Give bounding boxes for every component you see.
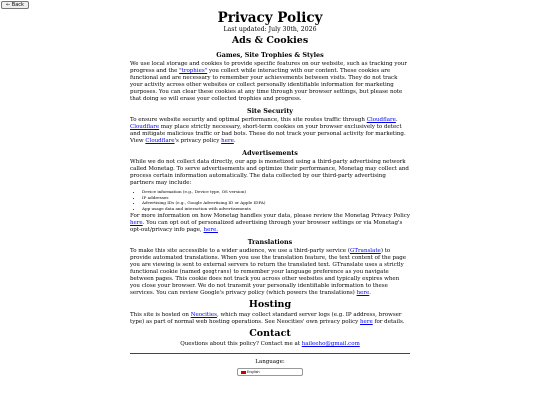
cloudflare-link[interactable]: Cloudflare	[145, 138, 175, 144]
cloudflare-link[interactable]: Cloudflare	[366, 117, 396, 123]
trophies-link[interactable]: "trophies"	[179, 68, 208, 74]
monetag-text-1: For more information on how Monetag handles your data, please review the Monetag Privacy Policy	[130, 213, 410, 219]
email-link[interactable]: haileeho@gmail.com	[301, 341, 360, 347]
ad-data-list	[130, 189, 410, 211]
cloudflare-policy-link[interactable]: here	[221, 138, 234, 144]
language-select[interactable]	[237, 368, 303, 376]
security-heading: Site Security	[247, 107, 293, 115]
flag-icon	[241, 371, 246, 374]
hosting-text-2: , which may collect standard server logs (e.g. IP address, browser type) as part of normal web hosting operations. See Neocities' own privacy policy	[130, 312, 402, 325]
security-text-2: .	[395, 117, 398, 123]
neocities-policy-link[interactable]: here	[360, 319, 373, 325]
ads-cookies-heading: Ads & Cookies	[231, 35, 309, 46]
contact-text: Questions about this policy? Contact me at	[180, 341, 302, 347]
page-title: Privacy Policy	[217, 10, 323, 26]
hosting-text-1: This site is hosted on	[130, 312, 191, 318]
translations-text-4: .	[369, 290, 372, 296]
language-selected: English	[247, 370, 260, 374]
list-item: • Device information (e.g., Device type, OS version)	[142, 189, 410, 195]
security-text-4: 's privacy policy	[174, 138, 222, 144]
security-text-3: may place strictly necessary, short-term cookies on your browser exclusively to detect and mitigate malicious traffic or bad bots. These do not track your personal activity for marketing. View	[130, 124, 406, 144]
cookie-name: googtrans	[202, 269, 230, 275]
translations-text-3: ) to remember your language preference as you navigate between pages. This cookie does not track you across other websites and typically expires when you close your browser. We do not transmit your personally identifiable information to these services. You can review Google's privacy policy (which powers the translations)	[130, 269, 400, 296]
security-text-5: .	[233, 138, 236, 144]
neocities-link[interactable]: Neocities	[190, 312, 217, 318]
games-text-1: We use local storage and cookies to provide specific features on our website, such as tracking your progress and the	[130, 61, 407, 74]
list-item: • IP addresses	[142, 195, 410, 201]
translations-paragraph	[130, 248, 410, 297]
divider	[130, 353, 410, 354]
monetag-text-2: . You can opt out of personalized advertising through your browser settings or via Monetag's opt-out/privacy info page,	[130, 220, 403, 233]
monetag-policy-link[interactable]: here	[130, 220, 143, 226]
privacy-policy-page	[130, 10, 410, 376]
gtranslate-link[interactable]: GTranslate	[349, 248, 381, 254]
monetag-optout-link[interactable]: here.	[203, 227, 218, 233]
translations-text-2: ) to provide automated translations. When you use the translation feature, the text content of the page you are viewing is sent to external servers to return the translated text. GTranslate uses a strictly functional cookie (named	[130, 248, 407, 275]
advertisements-paragraph: While we do not collect data directly, our app is monetized using a third-party advertising network called Monetag. To serve advertisements and optimize their performance, Monetag may collect and process certain information automatically. The data collected by our third-party advertising partners may include:	[130, 159, 409, 186]
cloudflare-link[interactable]: Cloudflare	[130, 124, 160, 130]
list-item: • Advertising IDs (e.g., Google Advertising ID or Apple IDFA)	[142, 200, 410, 206]
hosting-heading: Hosting	[248, 299, 292, 310]
back-button[interactable]: ← Back	[1, 1, 29, 9]
security-paragraph	[130, 117, 410, 145]
games-paragraph	[130, 61, 410, 103]
games-heading: Games, Site Trophies & Styles	[216, 51, 324, 59]
hosting-text-3: for details.	[372, 319, 405, 325]
last-updated: Last updated: July 30th, 2026	[223, 26, 317, 33]
contact-heading: Contact	[249, 328, 291, 339]
monetag-paragraph	[130, 213, 410, 234]
hosting-paragraph	[130, 312, 410, 326]
list-item: • App usage data and interaction with advertisements	[142, 206, 410, 212]
language-label: Language:	[255, 359, 285, 365]
advertisements-heading: Advertisements	[242, 149, 298, 157]
games-text-2: you collect while interacting with our content. These cookies are functional and are necessary to remember your achievements between visits. They do not track your activity across other websites or collect personally identifiable information for marketing purposes. You can clear these cookies at any time through your browser settings, but please note that doing so will erase your collected trophies and progress.	[130, 68, 403, 102]
security-text-1: To ensure website security and optimal performance, this site routes traffic through	[130, 117, 367, 123]
contact-paragraph	[130, 341, 410, 348]
translations-heading: Translations	[247, 238, 293, 246]
translations-text-1: To make this site accessible to a wider audience, we use a third-party service (	[130, 248, 350, 254]
google-policy-link[interactable]: here	[356, 290, 370, 296]
